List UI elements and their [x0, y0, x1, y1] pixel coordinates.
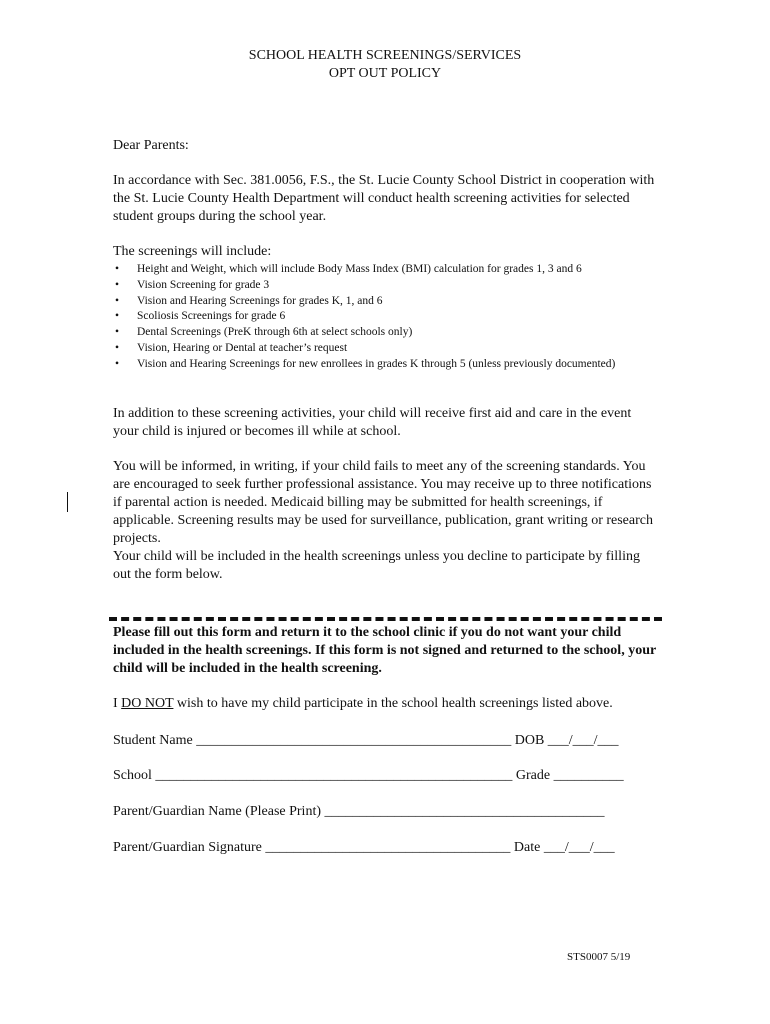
screenings-intro: The screenings will include: [113, 244, 272, 259]
first-aid-paragraph: In addition to these screening activities, your child will receive first aid and care in the event your child is injured or becomes ill while at school. [113, 406, 632, 439]
screenings-list [113, 262, 653, 373]
notification-text: You will be informed, in writing, if your child fails to meet any of the screening standards. You are encouraged to seek further professional assistance. You may receive up to three notifications if parental action is needed. Medicaid billing may be submitted for health screenings, if applicable. Screening results may be used for surveillance, publication, grant writing or research projects. [113, 459, 653, 546]
opt-out-declaration: I DO NOT wish to have my child participate in the school health screenings listed above. [113, 696, 613, 711]
list-item: • Vision and Hearing Screenings for grades K, 1, and 6 [113, 294, 653, 310]
grade-field[interactable]: __________ [553, 768, 624, 783]
list-item: • Vision and Hearing Screenings for new enrollees in grades K through 5 (unless previously documented) [113, 357, 653, 373]
school-label: School [113, 768, 152, 783]
bullet-icon: • [115, 341, 120, 354]
bullet-icon: • [115, 310, 120, 323]
list-item: • Vision Screening for grade 3 [113, 278, 653, 294]
bullet-icon: • [115, 294, 120, 307]
bullet-icon: • [115, 357, 120, 370]
signature-field[interactable]: ___________________________________ [265, 840, 511, 855]
student-name-field[interactable]: _____________________________________________ [196, 733, 512, 748]
bullet-icon: • [115, 326, 120, 339]
notification-paragraph [113, 458, 658, 584]
signature-row [113, 839, 615, 857]
student-name-label: Student Name [113, 733, 193, 748]
form-instructions: Please fill out this form and return it to the school clinic if you do not want your child included in the health screenings. If this form is not signed and returned to the school, your child will be included in the health screening. [113, 625, 656, 676]
parent-name-label: Parent/Guardian Name (Please Print) [113, 804, 321, 819]
dob-field[interactable]: ___/___/___ [547, 733, 619, 748]
inclusion-text: Your child will be included in the health screenings unless you decline to participate by filling out the form below. [113, 549, 640, 582]
school-row [113, 767, 624, 785]
cut-line-divider [109, 617, 662, 621]
list-item: • Vision, Hearing or Dental at teacher’s request [113, 341, 653, 357]
do-not-emphasis: DO NOT [121, 696, 174, 711]
bullet-icon: • [115, 278, 120, 291]
date-field[interactable]: ___/___/___ [543, 840, 615, 855]
date-label: Date [513, 840, 541, 855]
bullet-icon: • [115, 263, 120, 275]
text-cursor [67, 492, 68, 512]
form-code: STS0007 5/19 [567, 951, 631, 963]
list-item: • Height and Weight, which will include Body Mass Index (BMI) calculation for grades 1, 3 and 6 [113, 262, 653, 278]
grade-label: Grade [515, 768, 551, 783]
school-field[interactable]: ___________________________________________________ [155, 768, 513, 783]
signature-label: Parent/Guardian Signature [113, 840, 262, 855]
dob-label: DOB [514, 733, 545, 748]
list-item: • Scoliosis Screenings for grade 6 [113, 309, 653, 325]
intro-paragraph: In accordance with Sec. 381.0056, F.S., the St. Lucie County School District in cooperation with the St. Lucie County Health Department will conduct health screening activities for selected student groups during the school year. [113, 173, 655, 224]
parent-name-field[interactable]: ________________________________________ [324, 804, 605, 819]
greeting: Dear Parents: [113, 138, 189, 153]
document-title [0, 47, 770, 83]
list-item: • Dental Screenings (PreK through 6th at select schools only) [113, 325, 653, 341]
student-row [113, 732, 619, 750]
parent-name-row [113, 803, 605, 821]
title-line-2: OPT OUT POLICY [328, 66, 442, 81]
title-line-1: SCHOOL HEALTH SCREENINGS/SERVICES [248, 48, 522, 63]
